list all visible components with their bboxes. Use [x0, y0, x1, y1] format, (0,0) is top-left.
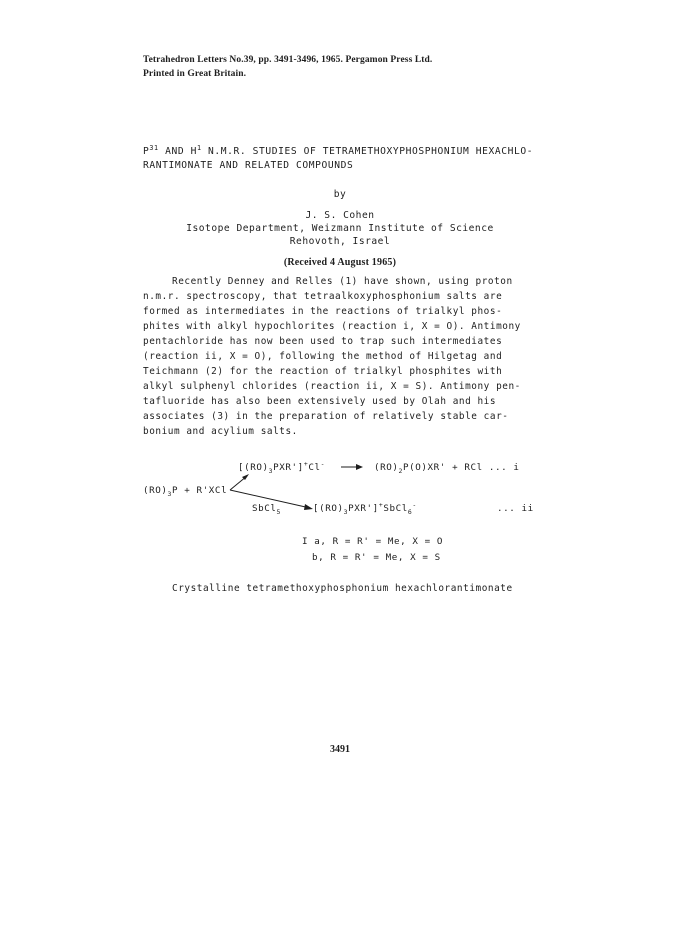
article-title-line2: RANTIMONATE AND RELATED COMPOUNDS [143, 160, 354, 171]
scheme-text: PXR'] [348, 503, 379, 514]
body-line: alkyl sulphenyl chlorides (reaction ii, X = S). Antimony pen- [143, 381, 521, 392]
scheme-note-a: I a, R = R' = Me, X = O [302, 536, 444, 547]
scheme-sup: + [378, 500, 384, 509]
scheme-text: [(RO) [313, 503, 344, 514]
scheme-sub: 3 [343, 507, 349, 516]
body-line: phites with alkyl hypochlorites (reaction i, X = O). Antimony [143, 321, 521, 332]
scheme-sub: 3 [167, 489, 173, 498]
scheme-text: PXR'] [273, 462, 304, 473]
scheme-note-b: b, R = R' = Me, X = S [312, 552, 441, 563]
body-line: bonium and acylium salts. [143, 426, 298, 437]
body-line: formed as intermediates in the reactions of trialkyl phos- [143, 306, 503, 317]
body-line: Teichmann (2) for the reaction of trialkyl phosphites with [143, 366, 503, 377]
affiliation-line2: Rehovoth, Israel [289, 236, 391, 247]
scheme-sub: 5 [276, 507, 282, 516]
scheme-sup: - [412, 500, 417, 509]
title-line1-rest: N.M.R. STUDIES OF TETRAMETHOXYPHOSPHONIUM HEXACHLO- [201, 146, 534, 157]
title-h: H [190, 146, 197, 157]
scheme-text: SbCl [383, 503, 408, 514]
received-date: (Received 4 August 1965) [283, 257, 397, 268]
scheme-text: Cl [308, 462, 321, 473]
scheme-text: [(RO) [238, 462, 269, 473]
closing-line: Crystalline tetramethoxyphosphonium hexachlorantimonate [172, 583, 513, 594]
title-p: P [143, 146, 150, 157]
body-line: (reaction ii, X = O), following the method of Hilgetag and [143, 351, 503, 362]
scheme-sub: 2 [398, 466, 404, 475]
scheme-text: SbCl [252, 503, 277, 514]
scheme-reaction-ii-label: ... ii [497, 503, 534, 514]
scheme-text: (RO) [374, 462, 399, 473]
body-line: tafluoride has also been extensively used by Olah and his [143, 396, 497, 407]
scheme-sub: 6 [407, 507, 413, 516]
body-line: Recently Denney and Relles (1) have shown, using proton [172, 276, 513, 287]
scheme-sup: - [320, 459, 326, 468]
affiliation-line1: Isotope Department, Weizmann Institute of Science [186, 223, 494, 234]
scheme-sup: + [303, 459, 309, 468]
upper-horizontal-arrowhead [356, 464, 363, 470]
page-number: 3491 [330, 744, 350, 755]
by-word: by [333, 189, 347, 200]
title-and: AND [158, 146, 191, 157]
journal-citation: Tetrahedron Letters No.39, pp. 3491-3496, 1965. Pergamon Press Ltd. [143, 55, 433, 65]
scheme-text: (RO) [143, 485, 168, 496]
printed-in: Printed in Great Britain. [143, 69, 247, 79]
title-h-sup: 1 [196, 143, 202, 152]
body-line: associates (3) in the preparation of relatively stable car- [143, 411, 509, 422]
scheme-text: P + R'XCl [172, 485, 228, 496]
body-line: pentachloride has now been used to trap such intermediates [143, 336, 503, 347]
body-line: n.m.r. spectroscopy, that tetraalkoxyphosphonium salts are [143, 291, 503, 302]
scheme-sub: 3 [268, 466, 274, 475]
lower-branch-arrowhead [304, 504, 313, 510]
lower-branch-arrow [230, 490, 310, 508]
title-p-sup: 31 [149, 143, 159, 152]
scheme-text: P(O)XR' + RCl ... i [403, 462, 520, 473]
author: J. S. Cohen [305, 210, 375, 221]
